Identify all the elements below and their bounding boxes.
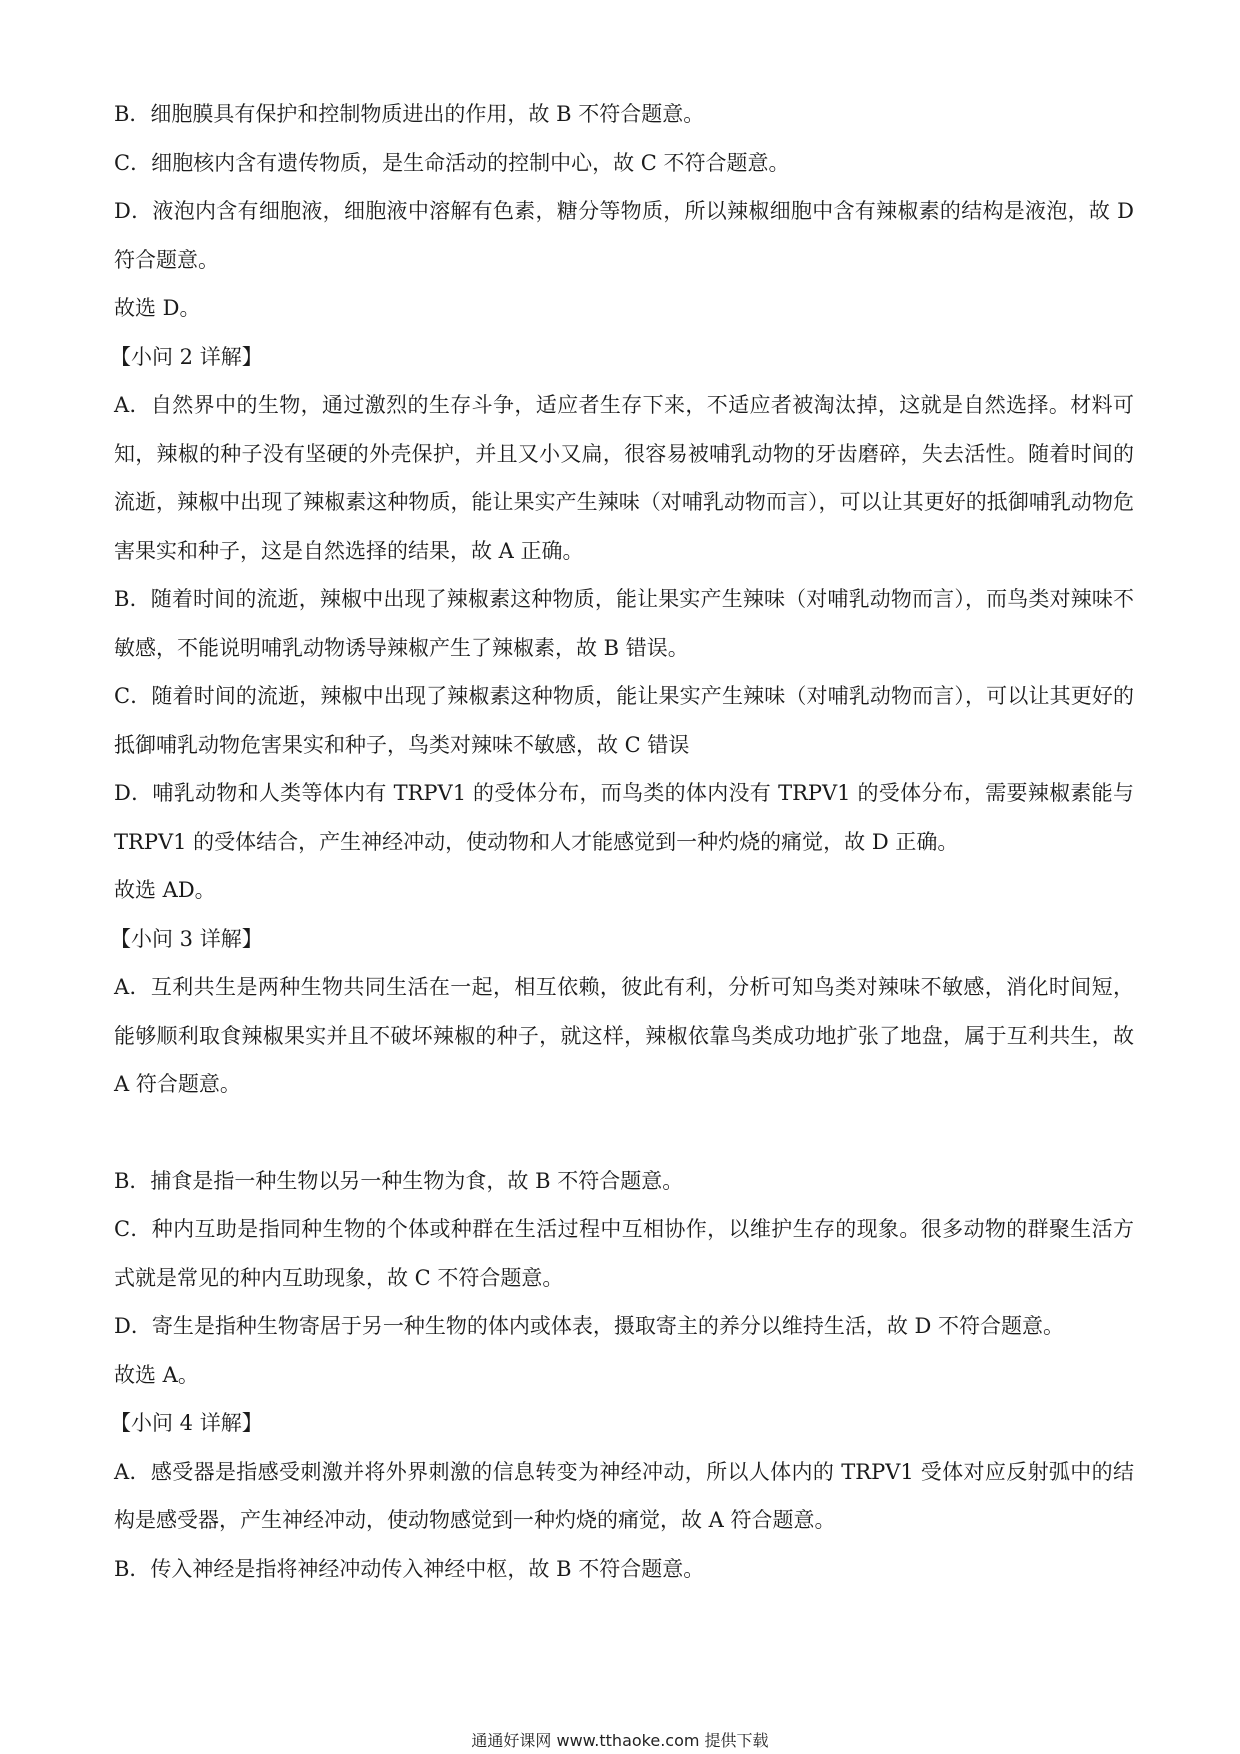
q4-heading: 【小问 4 详解】 — [110, 1411, 263, 1435]
q2-option-c: C．随着时间的流逝，辣椒中出现了辣椒素这种物质，能让果实产生辣味（对哺乳动物而言），可以让其更好的抵御哺乳动物危害果实和种子，鸟类对辣味不敏感，故 C 错误 — [114, 684, 1134, 757]
page-footer: 通通好课网 www.tthaoke.com 提供下载 — [471, 1731, 769, 1750]
q2-answer: 故选 AD。 — [114, 878, 216, 902]
q1-option-d: D．液泡内含有细胞液，细胞液中溶解有色素，糖分等物质，所以辣椒细胞中含有辣椒素的结构是液泡，故 D 符合题意。 — [114, 199, 1134, 272]
q4-option-b: B．传入神经是指将神经冲动传入神经中枢，故 B 不符合题意。 — [114, 1556, 705, 1581]
q2-option-d: D．哺乳动物和人类等体内有 TRPV1 的受体分布，而鸟类的体内没有 TRPV1 的受体分布，需要辣椒素能与 TRPV1 的受体结合，产生神经冲动，使动物和人才能感觉到一种灼烧的痛觉，故 D 正确。 — [114, 781, 1134, 854]
document-body — [110, 90, 1134, 1593]
q4-option-a: A．感受器是指感受刺激并将外界刺激的信息转变为神经冲动，所以人体内的 TRPV1 受体对应反射弧中的结构是感受器，产生神经冲动，使动物感觉到一种灼烧的痛觉，故 A 符合题意。 — [114, 1459, 1134, 1532]
q2-heading: 【小问 2 详解】 — [110, 344, 263, 369]
q3-option-c: C．种内互助是指同种生物的个体或种群在生活过程中互相协作，以维护生存的现象。很多动物的群聚生活方式就是常见的种内互助现象，故 C 不符合题意。 — [114, 1217, 1134, 1290]
q3-option-b: B．捕食是指一种生物以另一种生物为食，故 B 不符合题意。 — [114, 1168, 684, 1193]
blank-gap — [114, 1109, 1134, 1157]
q3-heading: 【小问 3 详解】 — [110, 926, 263, 951]
q2-option-a: A．自然界中的生物，通过激烈的生存斗争，适应者生存下来，不适应者被淘汰掉，这就是自然选择。材料可知，辣椒的种子没有坚硬的外壳保护，并且又小又扁，很容易被哺乳动物的牙齿磨碎，失去活性。随着时间的流逝，辣椒中出现了辣椒素这种物质，能让果实产生辣味（对哺乳动物而言），可以让其更好的抵御哺乳动物危害果实和种子，这是自然选择的结果，故 A 正确。 — [114, 393, 1134, 563]
q3-option-a: A．互利共生是两种生物共同生活在一起，相互依赖，彼此有利，分析可知鸟类对辣味不敏感，消化时间短，能够顺利取食辣椒果实并且不破坏辣椒的种子，就这样，辣椒依靠鸟类成功地扩张了地盘，属于互利共生，故 A 符合题意。 — [114, 975, 1134, 1096]
q1-option-c: C．细胞核内含有遗传物质，是生命活动的控制中心，故 C 不符合题意。 — [114, 150, 790, 175]
q1-answer: 故选 D。 — [114, 296, 201, 320]
q1-option-b: B．细胞膜具有保护和控制物质进出的作用，故 B 不符合题意。 — [114, 102, 705, 126]
q3-answer: 故选 A。 — [114, 1362, 199, 1387]
q3-option-d: D．寄生是指种生物寄居于另一种生物的体内或体表，摄取寄主的养分以维持生活，故 D 不符合题意。 — [114, 1314, 1065, 1338]
q2-option-b: B．随着时间的流逝，辣椒中出现了辣椒素这种物质，能让果实产生辣味（对哺乳动物而言），而鸟类对辣味不敏感，不能说明哺乳动物诱导辣椒产生了辣椒素，故 B 错误。 — [114, 587, 1134, 660]
